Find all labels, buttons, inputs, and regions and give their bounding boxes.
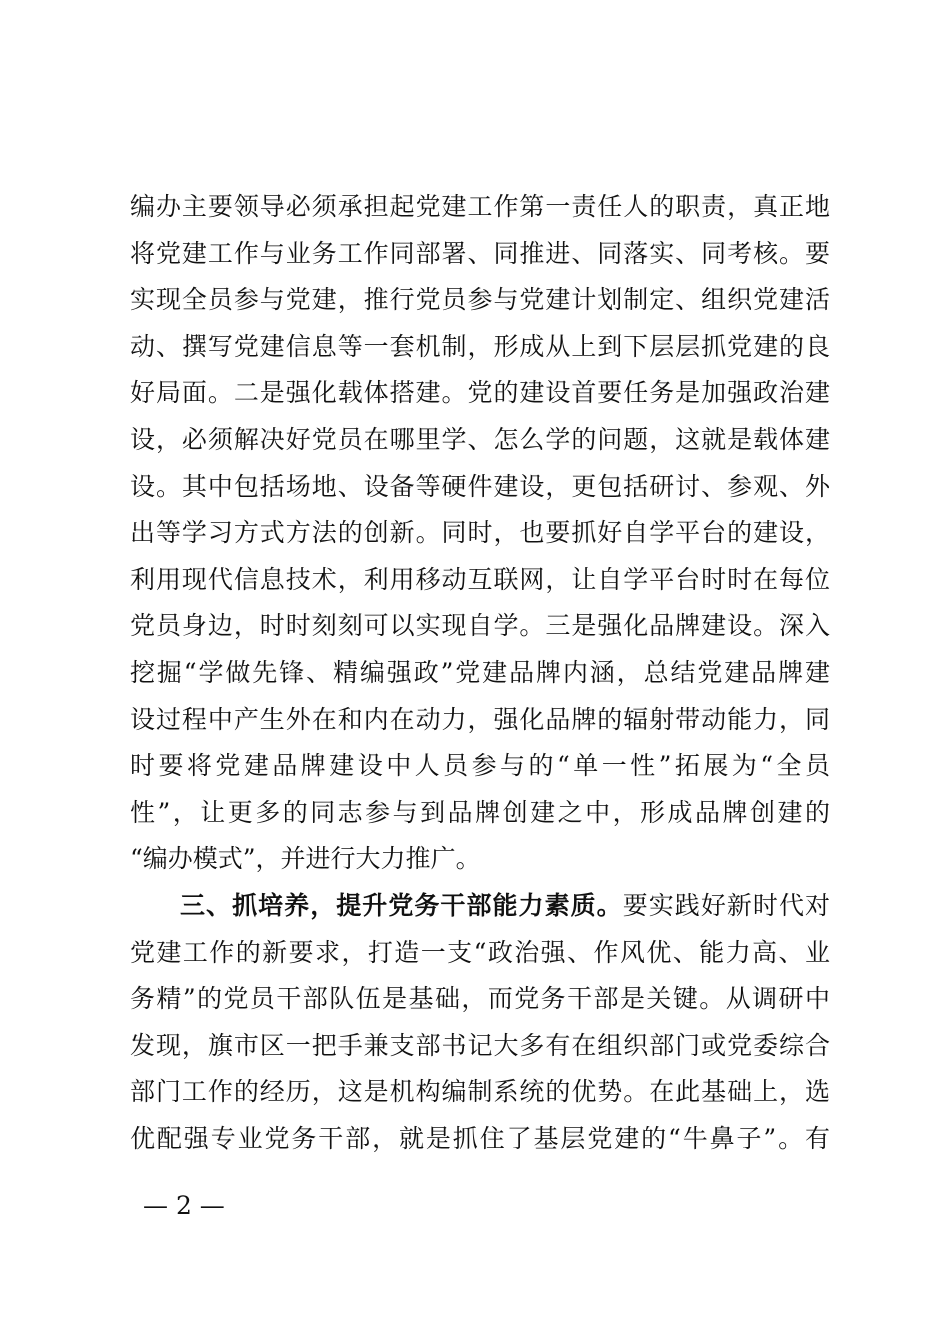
text-line: 时要将党建品牌建设中人员参与的“单一性”拓展为“全员 xyxy=(130,751,830,781)
text-line: 利用现代信息技术，利用移动互联网，让自学平台时时在每位 xyxy=(130,564,830,594)
text-line: 优配强专业党务干部，就是抓住了基层党建的“牛鼻子”。有 xyxy=(130,1123,830,1153)
text-line: 设过程中产生外在和内在动力，强化品牌的辐射带动能力，同 xyxy=(130,704,830,734)
text-line: 实现全员参与党建，推行党员参与党建计划制定、组织党建活 xyxy=(130,285,830,315)
text-line: 挖掘“学做先锋、精编强政”党建品牌内涵，总结党建品牌建 xyxy=(130,657,830,687)
body-text xyxy=(130,184,830,1162)
text-line: 将党建工作与业务工作同部署、同推进、同落实、同考核。要 xyxy=(130,238,830,268)
text-line: 设。其中包括场地、设备等硬件建设，更包括研讨、参观、外 xyxy=(130,471,830,501)
text-line: “编办模式”，并进行大力推广。 xyxy=(130,844,481,874)
text-line: 发现，旗市区一把手兼支部书记大多有在组织部门或党委综合 xyxy=(130,1030,830,1060)
text-line: 党员身边，时时刻刻可以实现自学。三是强化品牌建设。深入 xyxy=(130,611,830,641)
text-line: 好局面。二是强化载体搭建。党的建设首要任务是加强政治建 xyxy=(130,378,830,408)
text-line: 部门工作的经历，这是机构编制系统的优势。在此基础上，选 xyxy=(130,1077,830,1107)
text-line: 性”，让更多的同志参与到品牌创建之中，形成品牌创建的 xyxy=(130,797,830,827)
text-line: 党建工作的新要求，打造一支“政治强、作风优、能力高、业 xyxy=(130,937,830,967)
section-3-first-line-rest: 要实践好新时代对 xyxy=(622,890,830,920)
page-number: — 2 — xyxy=(143,1191,225,1220)
section-3-heading: 三、抓培养，提升党务干部能力素质。 xyxy=(180,890,623,920)
text-line: 编办主要领导必须承担起党建工作第一责任人的职责，真正地 xyxy=(130,192,830,221)
text-line: 动、撰写党建信息等一套机制，形成从上到下层层抓党建的良 xyxy=(130,331,830,361)
text-line: 出等学习方式方法的创新。同时，也要抓好自学平台的建设， xyxy=(130,518,830,548)
section-3-first-line xyxy=(130,883,830,930)
text-line: 务精”的党员干部队伍是基础，而党务干部是关键。从调研中 xyxy=(130,984,830,1014)
text-line: 设，必须解决好党员在哪里学、怎么学的问题，这就是载体建 xyxy=(130,424,830,454)
